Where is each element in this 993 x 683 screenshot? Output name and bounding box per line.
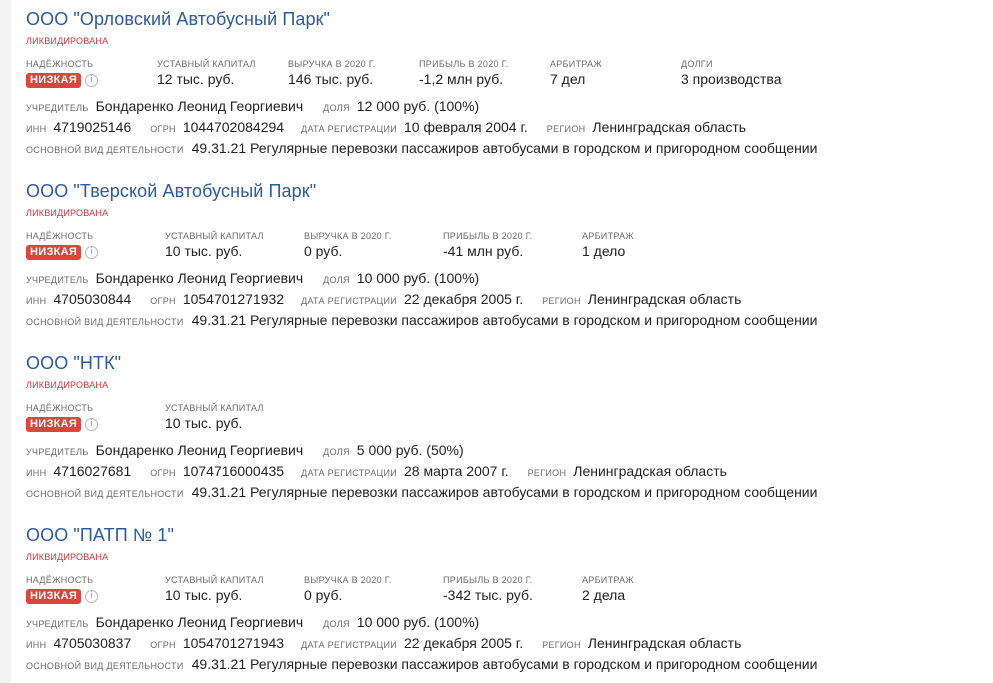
inn-label: ИНН: [26, 640, 47, 650]
profit-value: -41 млн руб.: [443, 243, 524, 259]
reliability-field: [26, 59, 98, 88]
reliability-field: [26, 403, 98, 432]
reliability-label: НАДЁЖНОСТЬ: [26, 231, 94, 241]
inn-value: 4719025146: [53, 119, 132, 135]
share-label: ДОЛЯ: [323, 447, 350, 457]
founder-name[interactable]: Бондаренко Леонид Георгиевич: [95, 442, 304, 458]
profit-value: -342 тыс. руб.: [443, 587, 533, 603]
founder-label: УЧРЕДИТЕЛЬ: [26, 103, 89, 113]
arbitration-label: АРБИТРАЖ: [550, 59, 602, 69]
founder-label: УЧРЕДИТЕЛЬ: [26, 447, 89, 457]
arbitration-label: АРБИТРАЖ: [582, 575, 634, 585]
activity-row: [26, 312, 817, 328]
founder-name[interactable]: Бондаренко Леонид Георгиевич: [95, 98, 304, 114]
share-value: 5 000 руб. (50%): [356, 442, 464, 458]
registry-row: [26, 119, 746, 135]
ogrn-label: ОГРН: [150, 640, 176, 650]
revenue-value: 0 руб.: [304, 243, 343, 259]
inn-value: 4716027681: [53, 463, 132, 479]
founder-name[interactable]: Бондаренко Леонид Георгиевич: [95, 270, 304, 286]
reliability-badge: НИЗКАЯ: [26, 73, 81, 88]
company-card: [26, 525, 966, 683]
capital-field: [165, 575, 264, 604]
revenue-field: [288, 59, 376, 88]
arbitration-value[interactable]: 7 дел: [550, 71, 586, 87]
registry-row: [26, 291, 741, 307]
revenue-label: ВЫРУЧКА В 2020 Г.: [304, 231, 392, 241]
profit-value: -1,2 млн руб.: [419, 71, 504, 87]
founder-row: [26, 442, 464, 458]
profit-field: [419, 59, 509, 88]
company-card: [26, 181, 966, 346]
company-name-link[interactable]: ООО "Тверской Автобусный Парк": [26, 181, 317, 201]
info-icon[interactable]: i: [85, 590, 98, 603]
profit-label: ПРИБЫЛЬ В 2020 Г.: [443, 575, 533, 585]
activity-value: 49.31.21 Регулярные перевозки пассажиров автобусами в городском и пригородном сообщении: [191, 484, 818, 500]
founder-row: [26, 98, 479, 114]
reg-date-label: ДАТА РЕГИСТРАЦИИ: [301, 124, 398, 134]
activity-label: ОСНОВНОЙ ВИД ДЕЯТЕЛЬНОСТИ: [26, 145, 184, 155]
region-label: РЕГИОН: [542, 640, 581, 650]
revenue-label: ВЫРУЧКА В 2020 Г.: [288, 59, 376, 69]
share-value: 12 000 руб. (100%): [356, 98, 480, 114]
ogrn-label: ОГРН: [150, 468, 176, 478]
status-badge: ЛИКВИДИРОВАНА: [26, 36, 109, 46]
region-value: Ленинградская область: [573, 463, 727, 479]
founder-name[interactable]: Бондаренко Леонид Георгиевич: [95, 614, 304, 630]
activity-value: 49.31.21 Регулярные перевозки пассажиров автобусами в городском и пригородном сообщении: [191, 656, 818, 672]
debts-value[interactable]: 3 производства: [681, 71, 782, 87]
ogrn-value: 1054701271943: [182, 635, 285, 651]
share-value: 10 000 руб. (100%): [356, 614, 480, 630]
capital-value: 10 тыс. руб.: [165, 587, 243, 603]
info-icon[interactable]: i: [85, 246, 98, 259]
region-label: РЕГИОН: [546, 124, 586, 134]
reliability-badge: НИЗКАЯ: [26, 589, 81, 604]
profit-field: [443, 231, 533, 260]
revenue-field: [304, 231, 392, 260]
founder-row: [26, 270, 479, 286]
share-label: ДОЛЯ: [323, 103, 350, 113]
reg-date-value: 22 декабря 2005 г.: [404, 291, 524, 307]
reg-date-value: 10 февраля 2004 г.: [404, 119, 528, 135]
activity-value: 49.31.21 Регулярные перевозки пассажиров автобусами в городском и пригородном сообщении: [191, 140, 818, 156]
debts-label: ДОЛГИ: [681, 59, 713, 69]
reg-date-label: ДАТА РЕГИСТРАЦИИ: [301, 468, 398, 478]
reg-date-label: ДАТА РЕГИСТРАЦИИ: [301, 640, 398, 650]
founder-label: УЧРЕДИТЕЛЬ: [26, 275, 89, 285]
profit-label: ПРИБЫЛЬ В 2020 Г.: [419, 59, 509, 69]
revenue-field: [304, 575, 392, 604]
arbitration-field: [582, 231, 634, 260]
status-badge: ЛИКВИДИРОВАНА: [26, 380, 109, 390]
share-value: 10 000 руб. (100%): [356, 270, 480, 286]
reliability-badge: НИЗКАЯ: [26, 417, 81, 432]
reliability-badge: НИЗКАЯ: [26, 245, 81, 260]
company-card: [26, 9, 966, 174]
capital-value: 10 тыс. руб.: [165, 243, 243, 259]
share-label: ДОЛЯ: [323, 619, 350, 629]
revenue-value: 0 руб.: [304, 587, 343, 603]
region-label: РЕГИОН: [542, 296, 581, 306]
region-value: Ленинградская область: [592, 119, 747, 135]
profit-field: [443, 575, 533, 604]
ogrn-value: 1054701271932: [182, 291, 285, 307]
founder-label: УЧРЕДИТЕЛЬ: [26, 619, 89, 629]
region-value: Ленинградская область: [587, 291, 742, 307]
capital-field: [165, 231, 264, 260]
arbitration-field: [582, 575, 634, 604]
ogrn-label: ОГРН: [150, 296, 176, 306]
activity-row: [26, 656, 817, 672]
company-name-link[interactable]: ООО "ПАТП № 1": [26, 525, 174, 545]
ogrn-label: ОГРН: [150, 124, 176, 134]
company-name-link[interactable]: ООО "НТК": [26, 353, 122, 373]
region-value: Ленинградская область: [587, 635, 742, 651]
inn-label: ИНН: [26, 296, 47, 306]
debts-field: [681, 59, 781, 88]
ogrn-value: 1044702084294: [182, 119, 285, 135]
profit-label: ПРИБЫЛЬ В 2020 Г.: [443, 231, 533, 241]
founder-row: [26, 614, 479, 630]
info-icon[interactable]: i: [85, 418, 98, 431]
arbitration-label: АРБИТРАЖ: [582, 231, 634, 241]
reliability-label: НАДЁЖНОСТЬ: [26, 59, 94, 69]
capital-field: [157, 59, 256, 88]
revenue-label: ВЫРУЧКА В 2020 Г.: [304, 575, 392, 585]
inn-label: ИНН: [26, 468, 47, 478]
status-badge: ЛИКВИДИРОВАНА: [26, 208, 109, 218]
activity-row: [26, 140, 817, 156]
status-badge: ЛИКВИДИРОВАНА: [26, 552, 109, 562]
capital-label: УСТАВНЫЙ КАПИТАЛ: [165, 231, 264, 241]
arbitration-field: [550, 59, 602, 88]
reg-date-label: ДАТА РЕГИСТРАЦИИ: [301, 296, 398, 306]
activity-value: 49.31.21 Регулярные перевозки пассажиров автобусами в городском и пригородном сообщении: [191, 312, 818, 328]
ogrn-value: 1074716000435: [182, 463, 285, 479]
reg-date-value: 28 марта 2007 г.: [404, 463, 509, 479]
capital-label: УСТАВНЫЙ КАПИТАЛ: [165, 403, 264, 413]
capital-value: 12 тыс. руб.: [157, 71, 235, 87]
reg-date-value: 22 декабря 2005 г.: [404, 635, 524, 651]
region-label: РЕГИОН: [527, 468, 567, 478]
reliability-label: НАДЁЖНОСТЬ: [26, 575, 94, 585]
activity-label: ОСНОВНОЙ ВИД ДЕЯТЕЛЬНОСТИ: [26, 317, 184, 327]
arbitration-value[interactable]: 2 дела: [582, 587, 626, 603]
capital-field: [165, 403, 264, 432]
activity-label: ОСНОВНОЙ ВИД ДЕЯТЕЛЬНОСТИ: [26, 661, 184, 671]
reliability-label: НАДЁЖНОСТЬ: [26, 403, 94, 413]
revenue-value: 146 тыс. руб.: [288, 71, 374, 87]
company-card: [26, 353, 966, 518]
reliability-field: [26, 575, 98, 604]
registry-row: [26, 463, 727, 479]
capital-label: УСТАВНЫЙ КАПИТАЛ: [157, 59, 256, 69]
activity-row: [26, 484, 817, 500]
capital-label: УСТАВНЫЙ КАПИТАЛ: [165, 575, 264, 585]
info-icon[interactable]: i: [85, 74, 98, 87]
activity-label: ОСНОВНОЙ ВИД ДЕЯТЕЛЬНОСТИ: [26, 489, 184, 499]
inn-label: ИНН: [26, 124, 47, 134]
capital-value: 10 тыс. руб.: [165, 415, 243, 431]
left-margin-strip: [0, 0, 11, 683]
share-label: ДОЛЯ: [323, 275, 350, 285]
registry-row: [26, 635, 741, 651]
arbitration-value[interactable]: 1 дело: [582, 243, 626, 259]
inn-value: 4705030844: [53, 291, 132, 307]
inn-value: 4705030837: [53, 635, 132, 651]
reliability-field: [26, 231, 98, 260]
company-name-link[interactable]: ООО "Орловский Автобусный Парк": [26, 9, 331, 29]
